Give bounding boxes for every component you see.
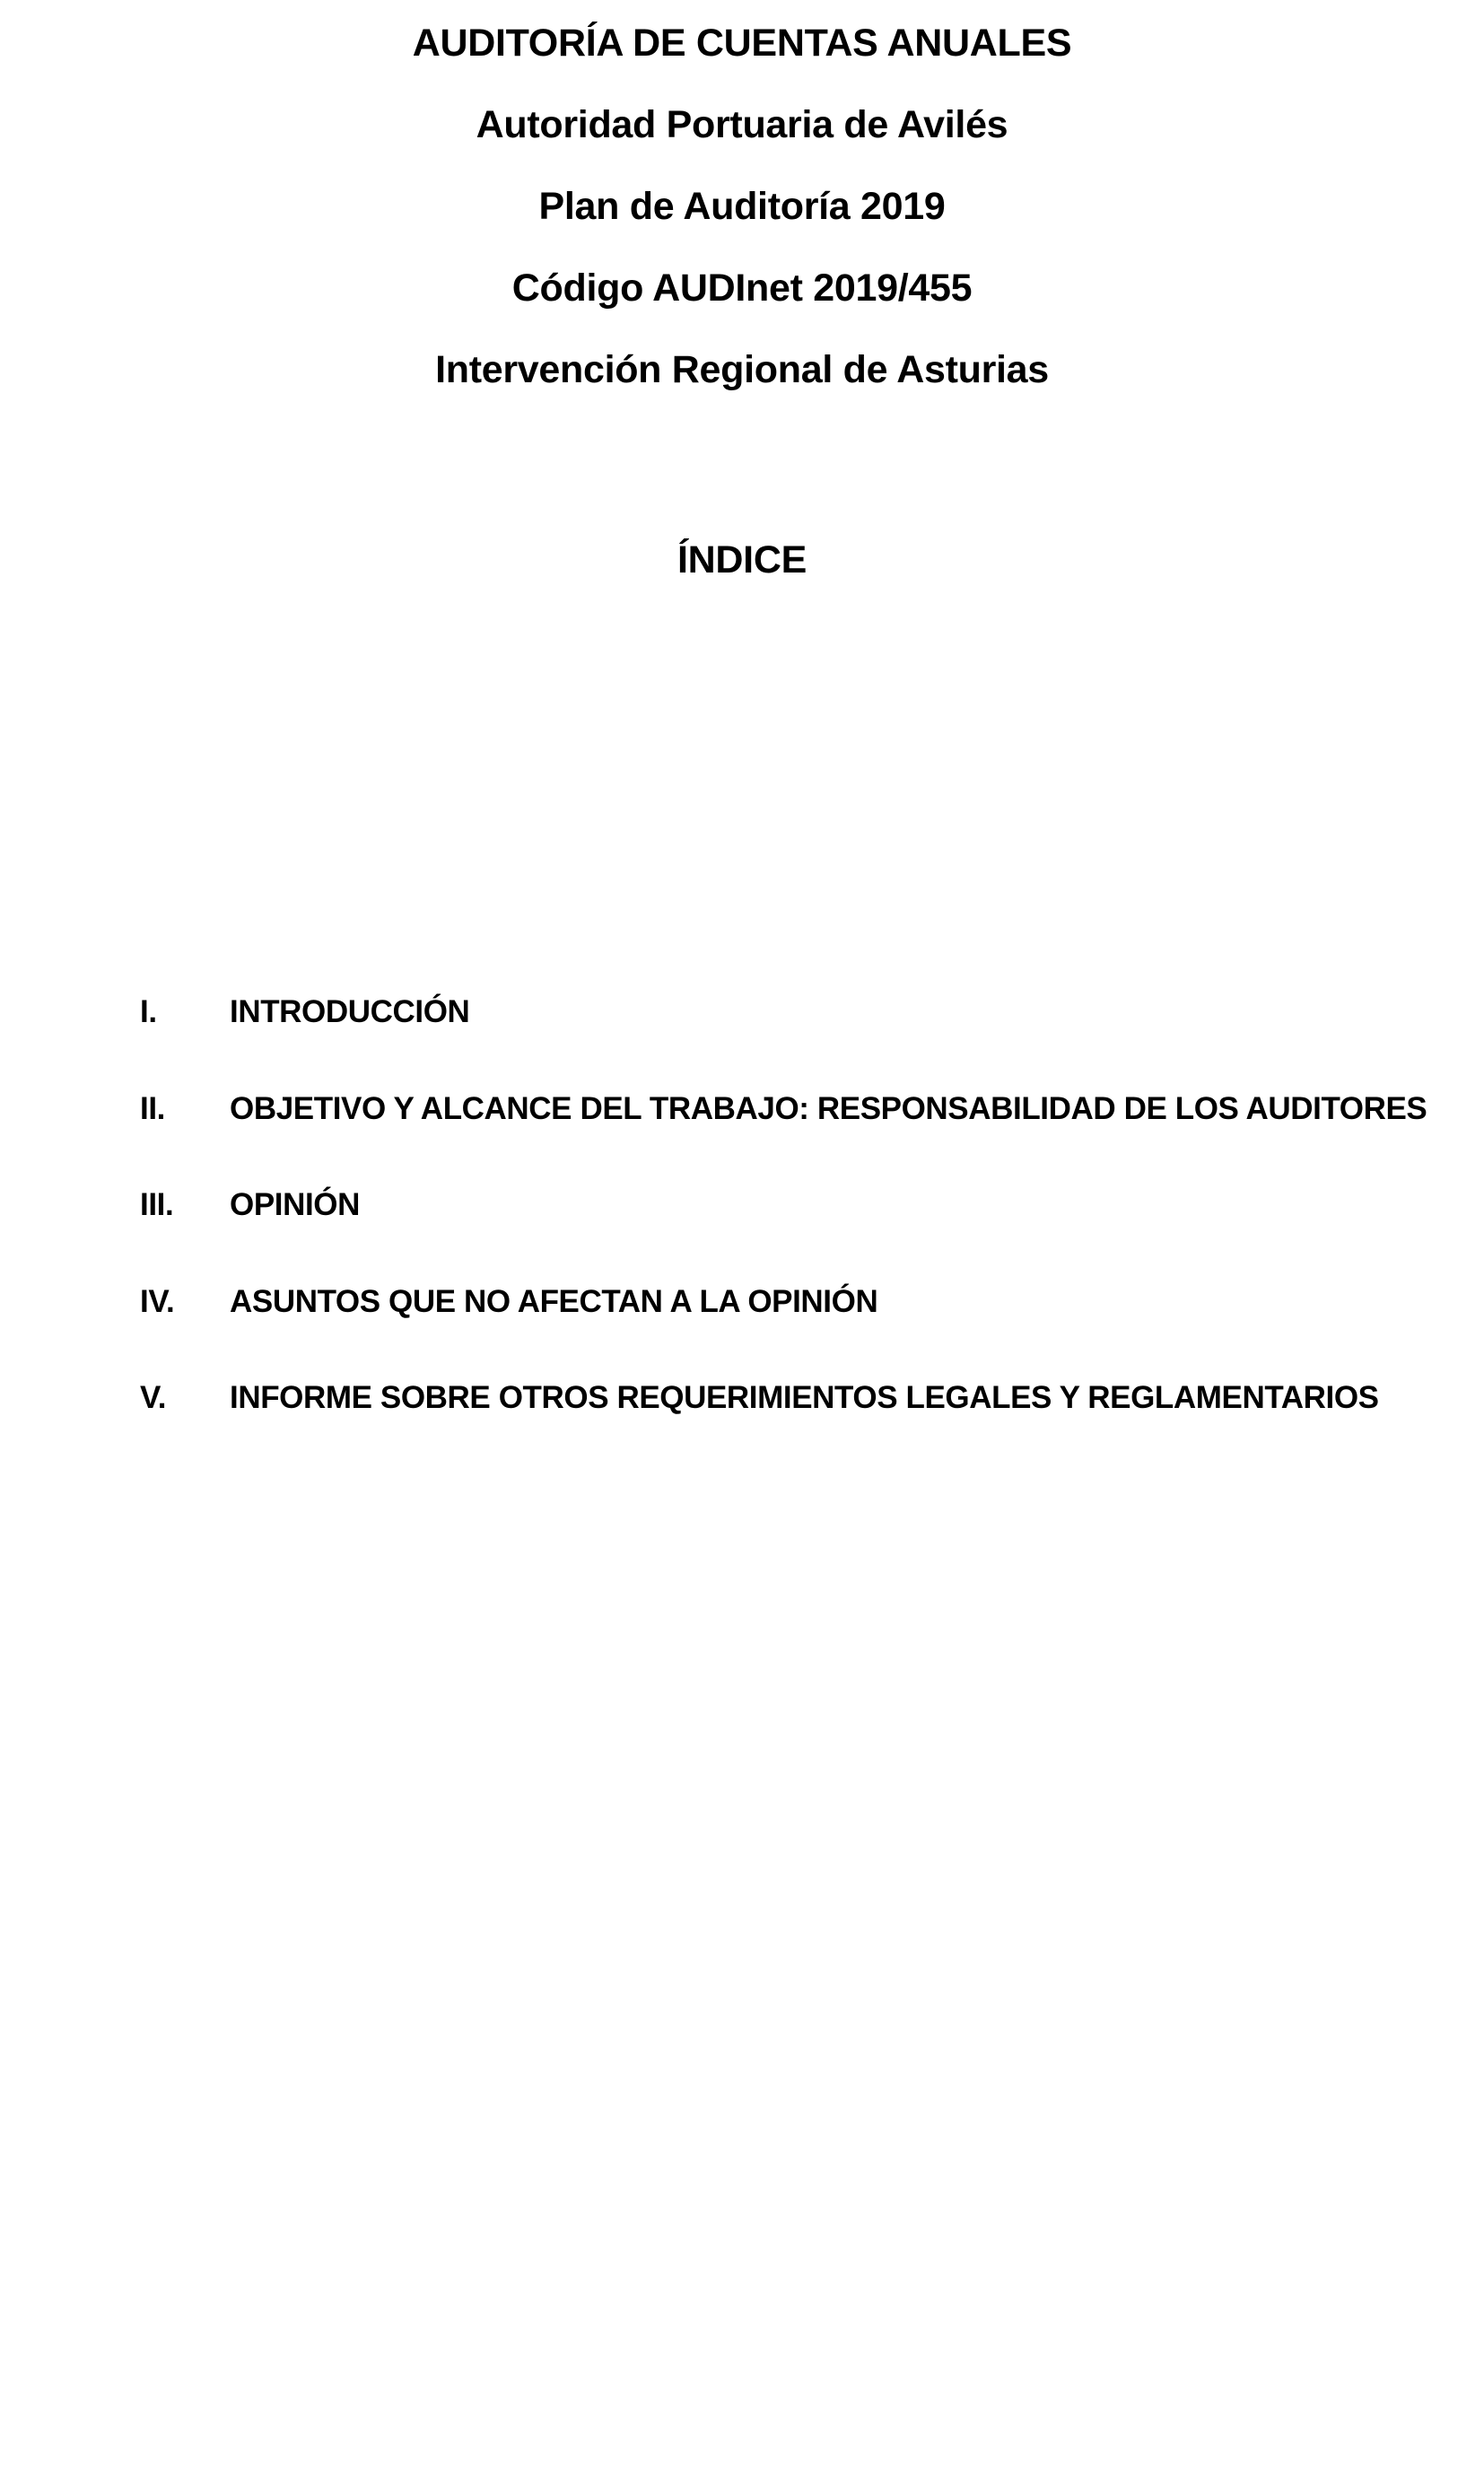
toc-item-number: II. bbox=[140, 1090, 165, 1126]
toc-item-label: INFORME SOBRE OTROS REQUERIMIENTOS LEGALES Y REGLAMENTARIOS bbox=[230, 1380, 1379, 1415]
toc-item-number: IV. bbox=[140, 1283, 175, 1319]
toc-item-asuntos bbox=[140, 1284, 1432, 1381]
audinet-code: Código AUDInet 2019/455 bbox=[511, 267, 973, 310]
toc-item-objetivo bbox=[140, 1091, 1432, 1188]
toc-item-introduccion bbox=[140, 994, 1432, 1091]
audit-plan: Plan de Auditoría 2019 bbox=[538, 185, 946, 228]
toc-item-label: ASUNTOS QUE NO AFECTAN A LA OPINIÓN bbox=[230, 1283, 878, 1319]
issuing-office: Intervención Regional de Asturias bbox=[435, 348, 1049, 391]
toc-item-number: I. bbox=[140, 994, 157, 1029]
report-title: AUDITORÍA DE CUENTAS ANUALES bbox=[412, 22, 1072, 65]
toc-item-label: INTRODUCCIÓN bbox=[230, 994, 470, 1029]
table-of-contents bbox=[140, 994, 1432, 1477]
index-title: ÍNDICE bbox=[677, 538, 807, 581]
toc-item-informe bbox=[140, 1380, 1432, 1477]
toc-item-number: III. bbox=[140, 1187, 174, 1222]
toc-item-label: OPINIÓN bbox=[230, 1187, 360, 1222]
entity-name: Autoridad Portuaria de Avilés bbox=[476, 103, 1008, 146]
toc-item-opinion bbox=[140, 1187, 1432, 1284]
toc-item-number: V. bbox=[140, 1380, 167, 1415]
toc-item-label: OBJETIVO Y ALCANCE DEL TRABAJO: RESPONSABILIDAD DE LOS AUDITORES bbox=[230, 1090, 1427, 1126]
